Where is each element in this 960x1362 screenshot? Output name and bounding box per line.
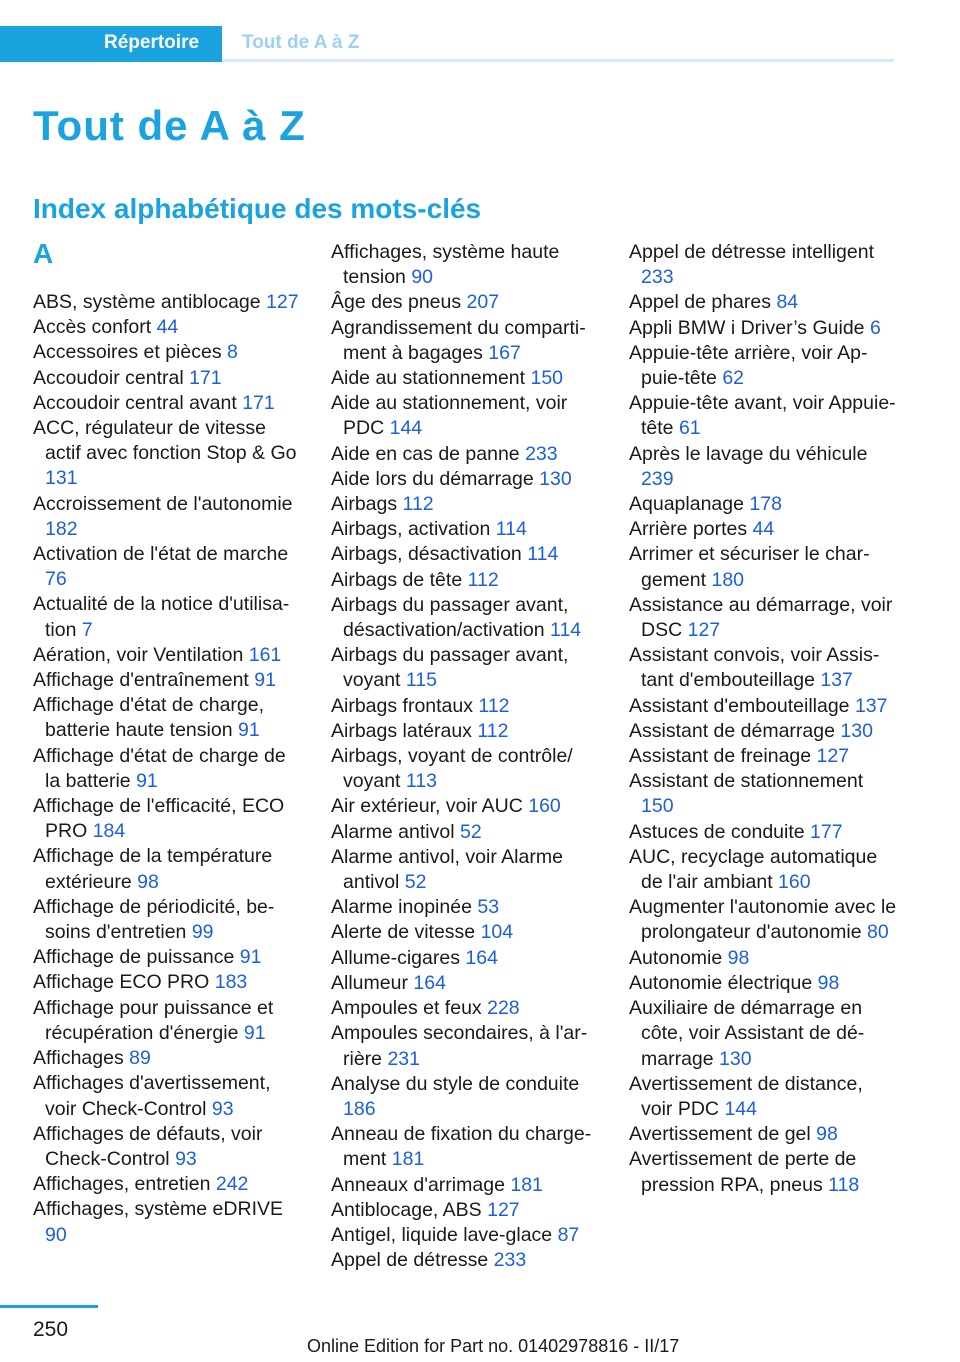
index-entry-text: Assistance au démarrage, voir DSC — [629, 593, 893, 642]
page-reference-link[interactable]: 52 — [459, 820, 482, 843]
index-entry — [33, 668, 301, 693]
page-reference-link[interactable]: 178 — [749, 493, 782, 516]
page-reference-link[interactable]: 104 — [480, 921, 514, 944]
index-entry — [629, 643, 897, 693]
page-reference-link[interactable]: 91 — [239, 946, 262, 969]
index-entry-text: Assistant d'embouteillage — [629, 694, 850, 717]
index-entry-text: Arrimer et sécuriser le chargement — [629, 543, 870, 591]
index-entry — [33, 391, 301, 416]
index-entry — [331, 1223, 599, 1248]
page-reference-link[interactable]: 181 — [391, 1148, 425, 1171]
index-entry-text: Aide en cas de panne — [331, 442, 520, 465]
index-entry — [629, 719, 897, 744]
index-entry-text: Antiblocage, ABS — [331, 1198, 482, 1221]
page-reference-link[interactable]: 6 — [869, 316, 881, 339]
index-entry — [331, 744, 599, 794]
index-entry-text: Airbags du passager avant, désactivation/activation — [331, 593, 569, 642]
index-entry — [629, 996, 897, 1072]
index-entry — [629, 341, 897, 391]
index-entry-text: Autonomie électrique — [629, 971, 813, 994]
page-reference-link[interactable]: 7 — [81, 618, 93, 641]
index-entry — [33, 1046, 301, 1071]
index-entry — [331, 467, 599, 492]
index-entry — [33, 315, 301, 340]
index-entry — [33, 290, 301, 315]
page-reference-link[interactable]: 137 — [854, 694, 888, 717]
index-entry — [629, 694, 897, 719]
index-entry — [629, 593, 897, 643]
page-reference-link[interactable]: 127 — [266, 291, 299, 313]
page-reference-link[interactable]: 118 — [828, 1173, 860, 1196]
index-entry-text: Affichages, système haute tension — [331, 241, 560, 289]
page-reference-link[interactable]: 98 — [816, 1123, 838, 1146]
page-reference-link[interactable]: 112 — [478, 694, 510, 717]
page-reference-link[interactable]: 44 — [156, 316, 179, 339]
index-entry-text: Alarme antivol — [331, 820, 455, 843]
index-entry — [33, 1122, 301, 1172]
index-entry-text: Auxiliaire de démarrage en côte, voir Assistant de démarrage — [629, 997, 865, 1070]
tab-repertoire[interactable]: Répertoire — [0, 26, 222, 62]
index-entry-text: Airbags, activation — [331, 518, 491, 541]
index-entry — [629, 240, 897, 290]
index-entry-text: Arrière portes — [629, 518, 748, 541]
index-entry — [331, 1198, 599, 1223]
index-entry — [33, 693, 301, 743]
index-entry — [331, 290, 599, 315]
page-reference-link[interactable]: 150 — [530, 367, 564, 390]
index-entry-text: Appuie-tête avant, voir Appuie-tête — [629, 392, 896, 440]
index-entry-text: Appel de phares — [629, 291, 772, 314]
page-reference-link[interactable]: 130 — [840, 719, 873, 742]
index-entry-text: ABS, système antiblocage — [33, 291, 261, 313]
index-entry-text: Affichage d'état de charge de la batterie — [33, 744, 286, 792]
index-entry-text: Affichage ECO PRO — [33, 971, 210, 994]
index-entry — [331, 366, 599, 391]
index-entry-text: Assistant de stationnement — [629, 770, 864, 793]
index-entry-text: Aide lors du démarrage — [331, 467, 534, 490]
page-reference-link[interactable]: 127 — [487, 1198, 520, 1221]
index-entry — [33, 1197, 301, 1247]
page-reference-link[interactable]: 150 — [641, 795, 674, 818]
index-entry-text: Appel de détresse — [331, 1249, 489, 1272]
index-entry-text: Affichages, entretien — [33, 1173, 211, 1196]
index-entry-text: Airbags, désactivation — [331, 543, 522, 566]
index-entry — [331, 568, 599, 593]
page-reference-link[interactable]: 239 — [641, 467, 674, 490]
page-reference-link[interactable]: 115 — [405, 669, 437, 692]
index-entry-text: Affichage pour puissance et récupération d'énergie — [33, 996, 274, 1044]
page-reference-link[interactable]: 242 — [215, 1173, 249, 1196]
page-reference-link[interactable]: 114 — [495, 518, 527, 541]
page-number: 250 — [33, 1318, 69, 1341]
index-entry-text: Accès confort — [33, 316, 152, 339]
index-entry-text: Affichages d'avertissement, voir Check-Control — [33, 1072, 271, 1120]
index-entry — [629, 492, 897, 517]
index-entry-text: Appel de détresse intelligent — [629, 241, 874, 263]
index-entry — [629, 290, 897, 315]
page-reference-link[interactable]: 181 — [510, 1173, 543, 1196]
index-entry-text: Anneaux d'arrimage — [331, 1173, 505, 1196]
index-entry-text: Augmenter l'autonomie avec le prolongateur d'autonomie — [629, 896, 897, 944]
page-reference-link[interactable]: 177 — [810, 820, 843, 843]
index-entry-text: Avertissement de gel — [629, 1123, 811, 1146]
index-entry — [629, 946, 897, 971]
header-bar — [0, 26, 894, 62]
page-reference-link[interactable]: 167 — [488, 341, 521, 364]
index-entry-text: Allume-cigares — [331, 946, 460, 969]
index-entry-text: Ampoules et feux — [331, 997, 482, 1020]
index-entry-text: Accoudoir central — [33, 366, 190, 389]
index-entry — [331, 643, 599, 693]
index-entry — [629, 1122, 897, 1147]
page-reference-link[interactable]: 127 — [816, 745, 850, 768]
index-entry — [33, 744, 301, 794]
footer-divider — [0, 1305, 98, 1308]
index-entry — [331, 719, 599, 744]
index-entry-text: Affichages de défauts, voir Check-Control — [33, 1122, 263, 1170]
index-entry — [33, 996, 301, 1046]
page-reference-link[interactable]: 113 — [405, 770, 437, 793]
index-entry — [629, 744, 897, 769]
index-entry-text: Airbags de tête — [331, 568, 463, 591]
index-entry — [33, 592, 301, 642]
page-title: Tout de A à Z — [33, 102, 306, 149]
index-entry — [33, 492, 301, 542]
index-entry-text: Assistant de freinage — [629, 745, 812, 768]
index-entry-text: Accessoires et pièces — [33, 341, 222, 364]
index-entry-text: Activation de l'état de marche — [33, 543, 289, 566]
index-entry-text: Alarme inopinée — [331, 896, 472, 919]
page-reference-link[interactable]: 233 — [641, 266, 674, 289]
index-entry — [331, 946, 599, 971]
page-reference-link[interactable]: 130 — [719, 1047, 752, 1070]
index-letter: A — [33, 238, 54, 269]
page-reference-link[interactable]: 228 — [487, 997, 520, 1020]
index-entry — [33, 844, 301, 894]
page-reference-link[interactable]: 161 — [248, 643, 282, 666]
page-reference-link[interactable]: 164 — [413, 971, 446, 994]
index-entry — [331, 492, 599, 517]
index-column-3 — [629, 240, 897, 1198]
index-entry-text: Affichage d'entraînement — [33, 669, 249, 692]
page-reference-link[interactable]: 130 — [539, 467, 572, 490]
index-entry-text: Appli BMW i Driver’s Guide — [629, 316, 865, 339]
page-reference-link[interactable]: 99 — [191, 921, 214, 944]
index-entry-text: Airbags frontaux — [331, 694, 473, 717]
index-entry-text: Affichage de périodicité, besoins d'entretien — [33, 895, 275, 944]
page-reference-link[interactable]: 98 — [727, 946, 750, 969]
index-entry — [331, 517, 599, 542]
index-entry — [331, 794, 599, 819]
page-reference-link[interactable]: 182 — [45, 517, 78, 540]
index-entry — [33, 340, 301, 365]
page-reference-link[interactable]: 93 — [175, 1147, 197, 1170]
index-entry — [33, 366, 301, 391]
index-entry-text: Affichage de puissance — [33, 946, 235, 969]
page-reference-link[interactable]: 137 — [820, 669, 853, 692]
page-reference-link[interactable]: 98 — [817, 971, 840, 994]
page-reference-link[interactable]: 84 — [776, 291, 799, 314]
page-reference-link[interactable]: 112 — [467, 568, 499, 591]
index-entry — [331, 971, 599, 996]
index-entry — [331, 593, 599, 643]
index-entry-text: Affichage de l'efficacité, ECO PRO — [33, 795, 285, 843]
index-entry-text: Aide au stationnement, voir PDC — [331, 392, 568, 440]
page-reference-link[interactable]: 91 — [136, 769, 158, 792]
index-entry-text: Anneau de fixation du chargement — [331, 1123, 592, 1171]
index-entry-text: Airbags du passager avant, voyant — [331, 644, 569, 692]
index-entry — [331, 694, 599, 719]
page-reference-link[interactable]: 180 — [711, 568, 745, 591]
index-entry-text: Aération, voir Ventilation — [33, 643, 244, 666]
index-entry-text: AUC, recyclage automatique de l'air ambiant — [629, 845, 878, 894]
index-entry-text: Airbags latéraux — [331, 719, 472, 742]
index-entry — [33, 970, 301, 995]
index-entry-text: Aide au stationnement — [331, 367, 526, 390]
index-entry — [629, 769, 897, 819]
page-reference-link[interactable]: 207 — [466, 291, 500, 314]
index-entry-text: ACC, régulateur de vitesse actif avec fonction Stop & Go — [33, 417, 297, 465]
page-reference-link[interactable]: 90 — [45, 1223, 67, 1246]
page-reference-link[interactable]: 160 — [778, 871, 811, 894]
index-entry — [331, 1248, 599, 1273]
page-reference-link[interactable]: 160 — [528, 795, 561, 818]
index-entry-text: Affichages, système eDRIVE — [33, 1198, 283, 1221]
page-reference-link[interactable]: 233 — [493, 1249, 527, 1272]
index-entry-text: Airbags — [331, 493, 398, 516]
index-entry-text: Assistant de démarrage — [629, 719, 835, 742]
index-entry — [331, 542, 599, 567]
index-entry — [331, 240, 599, 290]
index-entry — [629, 1147, 897, 1197]
index-entry-text: Accoudoir central avant — [33, 391, 237, 414]
page-reference-link[interactable]: 231 — [387, 1047, 420, 1070]
index-entry — [629, 895, 897, 945]
index-entry-text: Airbags, voyant de contrôle/ voyant — [331, 745, 573, 793]
index-entry — [629, 820, 897, 845]
index-entry-text: Allumeur — [331, 971, 408, 994]
index-entry-text: Affichages — [33, 1047, 124, 1070]
index-entry — [629, 442, 897, 492]
index-entry — [33, 416, 301, 492]
page-reference-link[interactable]: 87 — [557, 1223, 580, 1246]
index-entry-text: Alarme antivol, voir Alarme antivol — [331, 845, 563, 894]
index-entry-text: Air extérieur, voir AUC — [331, 795, 523, 818]
page-reference-link[interactable]: 112 — [402, 493, 434, 516]
index-entry-text: Après le lavage du véhicule — [629, 442, 868, 465]
page-reference-link[interactable]: 89 — [129, 1047, 151, 1070]
index-entry-text: Assistant convois, voir Assistant d'embouteillage — [629, 644, 880, 692]
section-title: Index alphabétique des mots-clés — [33, 193, 482, 224]
page-reference-link[interactable]: 76 — [45, 568, 67, 591]
index-entry-text: Affichage d'état de charge, batterie haute tension — [33, 694, 265, 742]
page-reference-link[interactable]: 61 — [678, 417, 701, 440]
index-entry — [331, 895, 599, 920]
index-entry — [331, 996, 599, 1021]
index-entry-text: Avertissement de distance, voir PDC — [629, 1072, 863, 1120]
page-reference-link[interactable]: 91 — [237, 719, 260, 742]
page-reference-link[interactable]: 53 — [477, 896, 500, 919]
page-reference-link[interactable]: 144 — [389, 417, 423, 440]
index-entry-text: Âge des pneus — [331, 291, 462, 314]
index-entry-text: Agrandissement du compartiment à bagages — [331, 316, 586, 364]
index-entry — [331, 1173, 599, 1198]
index-entry-text: Alerte de vitesse — [331, 921, 476, 944]
page-reference-link[interactable]: 144 — [724, 1097, 757, 1120]
page-reference-link[interactable]: 114 — [550, 619, 582, 642]
page-reference-link[interactable]: 90 — [411, 266, 434, 289]
page-reference-link[interactable]: 183 — [214, 971, 248, 994]
index-entry — [629, 845, 897, 895]
index-entry-text: Appuie-tête arrière, voir Appuie-tête — [629, 341, 868, 390]
page-reference-link[interactable]: 80 — [866, 921, 889, 944]
page-reference-link[interactable]: 44 — [752, 518, 775, 541]
index-entry-text: Astuces de conduite — [629, 820, 805, 843]
index-entry — [331, 316, 599, 366]
page-reference-link[interactable]: 93 — [211, 1097, 234, 1120]
index-entry — [331, 1122, 599, 1172]
index-entry — [629, 316, 897, 341]
page-reference-link[interactable]: 233 — [525, 442, 558, 465]
breadcrumb[interactable]: Tout de A à Z — [242, 32, 360, 53]
page-reference-link[interactable]: 186 — [343, 1097, 376, 1120]
page-reference-link[interactable]: 91 — [243, 1021, 266, 1044]
index-entry — [331, 820, 599, 845]
index-entry-text: Analyse du style de conduite — [331, 1072, 580, 1095]
index-entry-text: Avertissement de perte de pression RPA, pneus — [629, 1148, 857, 1196]
index-entry — [331, 845, 599, 895]
page-reference-link[interactable]: 164 — [465, 946, 498, 969]
index-entry — [629, 971, 897, 996]
index-entry — [629, 1072, 897, 1122]
page-reference-link[interactable]: 62 — [722, 367, 745, 390]
index-entry — [629, 517, 897, 542]
footer-edition: Online Edition for Part no. 01402978816 - II/17 — [307, 1336, 680, 1356]
index-entry — [33, 643, 301, 668]
index-entry-text: Aquaplanage — [629, 493, 744, 516]
index-entry — [331, 920, 599, 945]
index-entry — [629, 391, 897, 441]
index-entry — [33, 794, 301, 844]
index-entry — [629, 542, 897, 592]
index-column-2 — [331, 240, 599, 1273]
index-entry — [33, 895, 301, 945]
index-entry — [331, 442, 599, 467]
index-entry — [33, 1172, 301, 1197]
index-entry — [331, 1072, 599, 1122]
page-reference-link[interactable]: 171 — [242, 391, 275, 414]
page-reference-link[interactable]: 114 — [527, 543, 559, 566]
page-reference-link[interactable]: 171 — [189, 366, 222, 389]
page-reference-link[interactable]: 98 — [137, 870, 159, 893]
page-reference-link[interactable]: 131 — [45, 467, 78, 490]
index-entry-text: Affichage de la température extérieure — [33, 845, 273, 893]
index-column-1 — [33, 240, 301, 1248]
page-reference-link[interactable]: 127 — [687, 619, 721, 642]
page-reference-link[interactable]: 112 — [477, 719, 509, 742]
page-reference-link[interactable]: 184 — [92, 820, 126, 843]
index-entry — [33, 1071, 301, 1121]
page-reference-link[interactable]: 8 — [227, 341, 238, 364]
index-entry-text: Ampoules secondaires, à l'arrière — [331, 1022, 588, 1070]
index-entry — [33, 945, 301, 970]
index-entry — [331, 1021, 599, 1071]
page-reference-link[interactable]: 52 — [404, 871, 427, 894]
index-entry-text: Actualité de la notice d'utilisation — [33, 593, 290, 641]
page-reference-link[interactable]: 91 — [254, 669, 276, 692]
index-entry — [331, 391, 599, 441]
index-entry-text: Accroissement de l'autonomie — [33, 492, 293, 515]
index-entry-text: Antigel, liquide lave-glace — [331, 1223, 553, 1246]
index-entry-text: Autonomie — [629, 946, 723, 969]
index-entry — [33, 542, 301, 592]
